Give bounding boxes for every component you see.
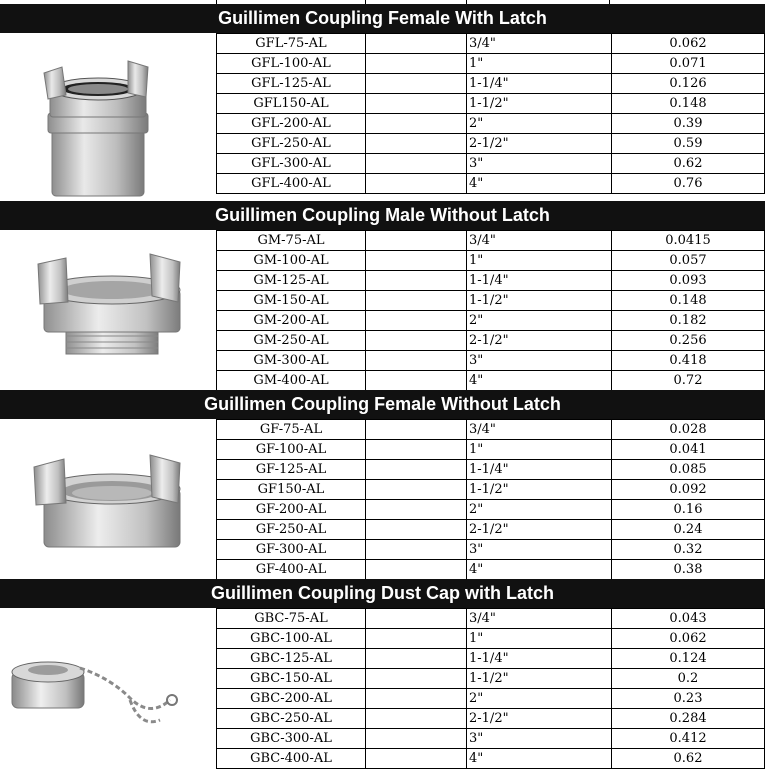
weight-cell: 0.093	[612, 271, 765, 291]
size-cell: 2"	[467, 114, 612, 134]
size-cell: 2-1/2"	[467, 134, 612, 154]
blank-cell	[366, 311, 467, 331]
weight-cell: 0.38	[612, 560, 765, 580]
weight-cell: 0.148	[612, 291, 765, 311]
size-cell: 3/4"	[467, 34, 612, 54]
blank-cell	[366, 331, 467, 351]
table-row	[217, 629, 765, 649]
blank-cell	[366, 480, 467, 500]
weight-cell: 0.412	[612, 729, 765, 749]
weight-cell: 0.76	[612, 174, 765, 194]
spec-table	[216, 608, 765, 769]
model-cell: GFL-100-AL	[217, 54, 366, 74]
weight-cell: 0.041	[612, 440, 765, 460]
blank-cell	[366, 440, 467, 460]
blank-cell	[366, 251, 467, 271]
section-title: Guillimen Coupling Male Without Latch	[0, 201, 765, 230]
section-title: Guillimen Coupling Female Without Latch	[0, 390, 765, 419]
blank-cell	[366, 54, 467, 74]
table-row	[217, 174, 765, 194]
size-cell: 1"	[467, 251, 612, 271]
size-cell: 2"	[467, 689, 612, 709]
table-row	[217, 311, 765, 331]
blank-cell	[366, 709, 467, 729]
table-row	[217, 420, 765, 440]
model-cell: GF-300-AL	[217, 540, 366, 560]
blank-cell	[366, 154, 467, 174]
spec-table	[216, 33, 765, 194]
model-cell: GFL150-AL	[217, 94, 366, 114]
section-title: Guillimen Coupling Female With Latch	[0, 4, 765, 33]
table-row	[217, 749, 765, 769]
size-cell: 3/4"	[467, 231, 612, 251]
size-cell: 1-1/2"	[467, 480, 612, 500]
table-row	[217, 649, 765, 669]
size-cell: 3/4"	[467, 609, 612, 629]
size-cell: 1"	[467, 54, 612, 74]
table-row	[217, 609, 765, 629]
weight-cell: 0.043	[612, 609, 765, 629]
weight-cell: 0.124	[612, 649, 765, 669]
male-coupling-without-latch-photo-icon	[0, 230, 216, 390]
weight-cell: 0.23	[612, 689, 765, 709]
weight-cell: 0.085	[612, 460, 765, 480]
model-cell: GM-200-AL	[217, 311, 366, 331]
weight-cell: 0.062	[612, 629, 765, 649]
weight-cell: 0.071	[612, 54, 765, 74]
size-cell: 4"	[467, 371, 612, 391]
model-cell: GBC-200-AL	[217, 689, 366, 709]
model-cell: GBC-250-AL	[217, 709, 366, 729]
weight-cell: 0.092	[612, 480, 765, 500]
blank-cell	[366, 500, 467, 520]
size-cell: 1-1/4"	[467, 74, 612, 94]
weight-cell: 0.62	[612, 154, 765, 174]
table-row	[217, 134, 765, 154]
blank-cell	[366, 34, 467, 54]
model-cell: GBC-125-AL	[217, 649, 366, 669]
weight-cell: 0.59	[612, 134, 765, 154]
table-row	[217, 560, 765, 580]
weight-cell: 0.062	[612, 34, 765, 54]
blank-cell	[366, 669, 467, 689]
female-coupling-without-latch-photo-icon	[0, 419, 216, 579]
size-cell: 1-1/4"	[467, 649, 612, 669]
blank-cell	[366, 291, 467, 311]
table-row	[217, 729, 765, 749]
size-cell: 2-1/2"	[467, 520, 612, 540]
table-row	[217, 94, 765, 114]
size-cell: 3"	[467, 540, 612, 560]
size-cell: 3"	[467, 154, 612, 174]
table-row	[217, 54, 765, 74]
model-cell: GM-300-AL	[217, 351, 366, 371]
size-cell: 1"	[467, 629, 612, 649]
size-cell: 4"	[467, 749, 612, 769]
table-row	[217, 114, 765, 134]
model-cell: GM-75-AL	[217, 231, 366, 251]
weight-cell: 0.284	[612, 709, 765, 729]
size-cell: 3"	[467, 729, 612, 749]
table-row	[217, 34, 765, 54]
model-cell: GF-100-AL	[217, 440, 366, 460]
model-cell: GM-125-AL	[217, 271, 366, 291]
table-row	[217, 669, 765, 689]
model-cell: GF-200-AL	[217, 500, 366, 520]
table-row	[217, 500, 765, 520]
blank-cell	[366, 174, 467, 194]
blank-cell	[366, 520, 467, 540]
table-row	[217, 271, 765, 291]
table-row	[217, 251, 765, 271]
model-cell: GBC-400-AL	[217, 749, 366, 769]
weight-cell: 0.32	[612, 540, 765, 560]
blank-cell	[366, 749, 467, 769]
model-cell: GF-400-AL	[217, 560, 366, 580]
weight-cell: 0.24	[612, 520, 765, 540]
spec-table	[216, 230, 765, 391]
model-cell: GM-250-AL	[217, 331, 366, 351]
table-row	[217, 291, 765, 311]
table-row	[217, 331, 765, 351]
blank-cell	[366, 351, 467, 371]
table-row	[217, 231, 765, 251]
table-row	[217, 540, 765, 560]
model-cell: GF-75-AL	[217, 420, 366, 440]
model-cell: GF-250-AL	[217, 520, 366, 540]
size-cell: 2"	[467, 500, 612, 520]
blank-cell	[366, 134, 467, 154]
weight-cell: 0.39	[612, 114, 765, 134]
weight-cell: 0.256	[612, 331, 765, 351]
table-row	[217, 371, 765, 391]
size-cell: 1-1/4"	[467, 460, 612, 480]
size-cell: 4"	[467, 174, 612, 194]
model-cell: GF-125-AL	[217, 460, 366, 480]
size-cell: 3/4"	[467, 420, 612, 440]
table-row	[217, 351, 765, 371]
model-cell: GFL-125-AL	[217, 74, 366, 94]
size-cell: 2-1/2"	[467, 709, 612, 729]
weight-cell: 0.0415	[612, 231, 765, 251]
size-cell: 2"	[467, 311, 612, 331]
table-row	[217, 460, 765, 480]
size-cell: 1"	[467, 440, 612, 460]
model-cell: GBC-300-AL	[217, 729, 366, 749]
model-cell: GF150-AL	[217, 480, 366, 500]
weight-cell: 0.62	[612, 749, 765, 769]
size-cell: 2-1/2"	[467, 331, 612, 351]
blank-cell	[366, 231, 467, 251]
model-cell: GBC-75-AL	[217, 609, 366, 629]
weight-cell: 0.182	[612, 311, 765, 331]
weight-cell: 0.126	[612, 74, 765, 94]
spec-table	[216, 419, 765, 580]
size-cell: 4"	[467, 560, 612, 580]
table-row	[217, 520, 765, 540]
table-row	[217, 480, 765, 500]
weight-cell: 0.72	[612, 371, 765, 391]
model-cell: GM-400-AL	[217, 371, 366, 391]
dust-cap-with-chain-photo-icon	[0, 608, 216, 771]
table-row	[217, 440, 765, 460]
blank-cell	[366, 114, 467, 134]
size-cell: 1-1/2"	[467, 291, 612, 311]
female-coupling-with-latch-photo-icon	[0, 33, 216, 201]
weight-cell: 0.418	[612, 351, 765, 371]
model-cell: GBC-100-AL	[217, 629, 366, 649]
size-cell: 1-1/2"	[467, 94, 612, 114]
blank-cell	[366, 649, 467, 669]
model-cell: GFL-400-AL	[217, 174, 366, 194]
blank-cell	[366, 94, 467, 114]
blank-cell	[366, 460, 467, 480]
blank-cell	[366, 420, 467, 440]
weight-cell: 0.148	[612, 94, 765, 114]
size-cell: 3"	[467, 351, 612, 371]
size-cell: 1-1/2"	[467, 669, 612, 689]
weight-cell: 0.028	[612, 420, 765, 440]
model-cell: GM-100-AL	[217, 251, 366, 271]
weight-cell: 0.16	[612, 500, 765, 520]
model-cell: GBC-150-AL	[217, 669, 366, 689]
blank-cell	[366, 371, 467, 391]
blank-cell	[366, 689, 467, 709]
blank-cell	[366, 271, 467, 291]
blank-cell	[366, 74, 467, 94]
model-cell: GFL-250-AL	[217, 134, 366, 154]
section-title: Guillimen Coupling Dust Cap with Latch	[0, 579, 765, 608]
blank-cell	[366, 629, 467, 649]
model-cell: GFL-75-AL	[217, 34, 366, 54]
blank-cell	[366, 609, 467, 629]
model-cell: GM-150-AL	[217, 291, 366, 311]
model-cell: GFL-300-AL	[217, 154, 366, 174]
table-row	[217, 74, 765, 94]
table-row	[217, 154, 765, 174]
blank-cell	[366, 560, 467, 580]
size-cell: 1-1/4"	[467, 271, 612, 291]
blank-cell	[366, 540, 467, 560]
blank-cell	[366, 729, 467, 749]
weight-cell: 0.2	[612, 669, 765, 689]
weight-cell: 0.057	[612, 251, 765, 271]
table-row	[217, 709, 765, 729]
table-row	[217, 689, 765, 709]
model-cell: GFL-200-AL	[217, 114, 366, 134]
